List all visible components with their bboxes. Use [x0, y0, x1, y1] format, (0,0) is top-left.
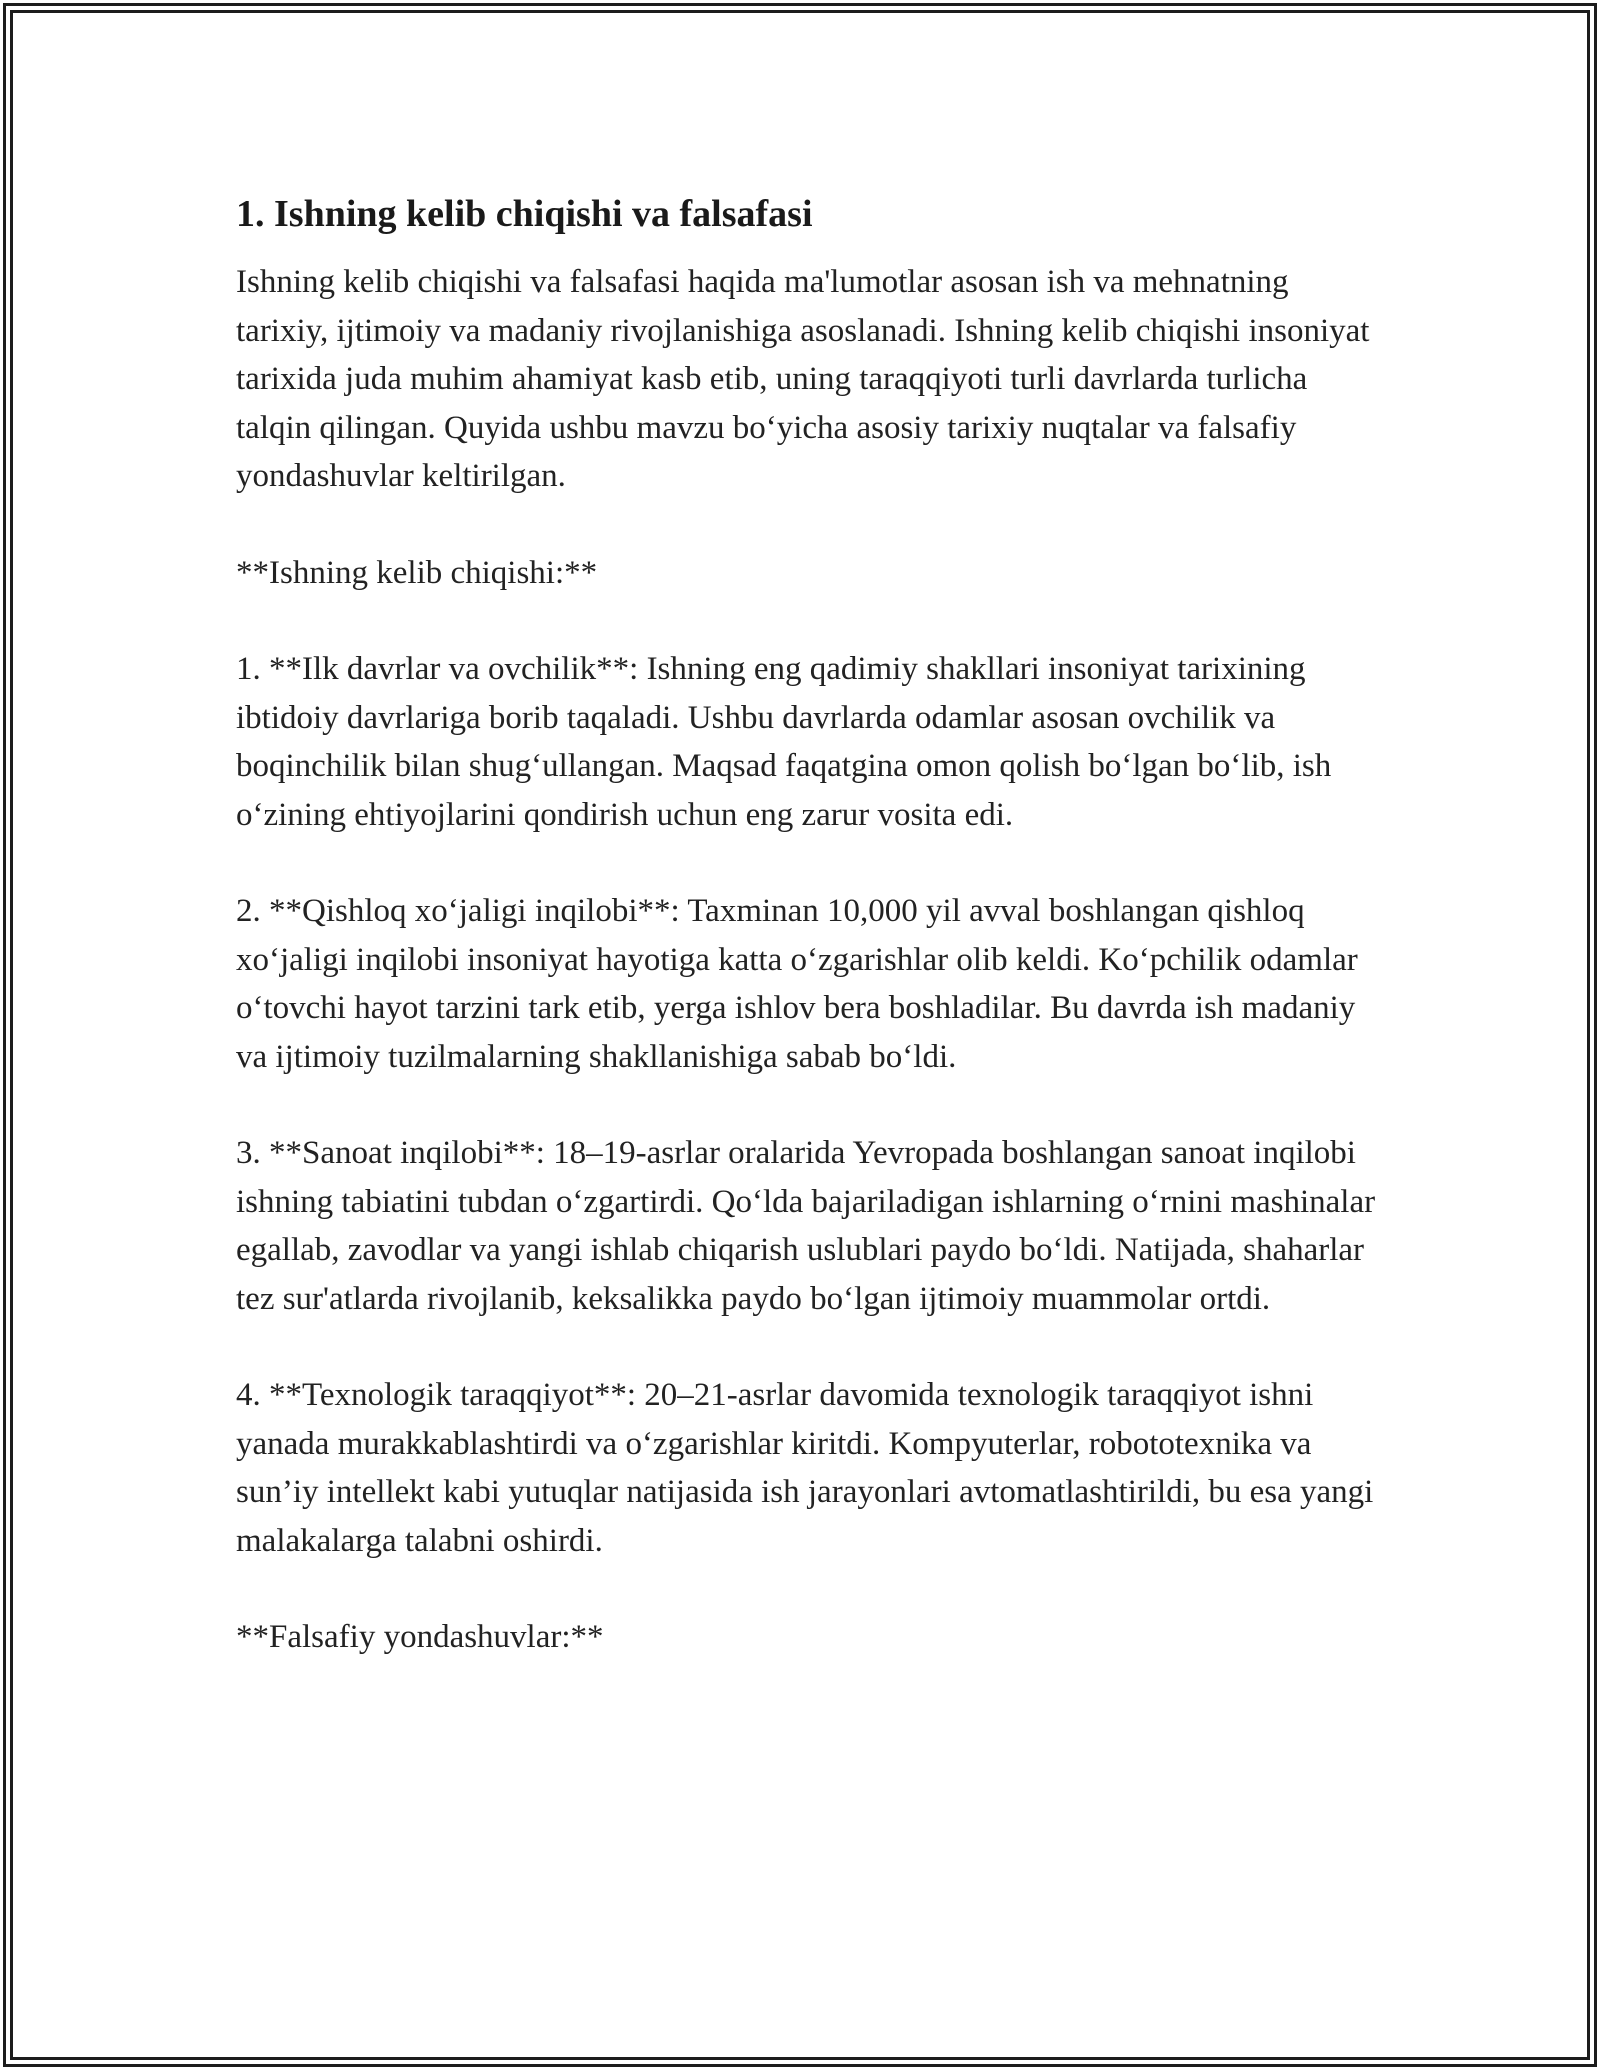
list-item-agricultural-revolution: 2. **Qishloq xo‘jaligi inqilobi**: Taxminan 10,000 yil avval boshlangan qishloq xo‘jaligi inqilobi insoniyat hayotiga katta o‘zgarishlar olib keldi. Ko‘pchilik odamlar o‘tovchi hayot tarzini tark etib, yerga ishlov bera boshladilar. Bu davrda ish madaniy va ijtimoiy tuzilmalarning shakllanishiga sabab bo‘ldi.: [236, 893, 1358, 1075]
intro-paragraph: Ishning kelib chiqishi va falsafasi haqida ma'lumotlar asosan ish va mehnatning tarixiy, ijtimoiy va madaniy rivojlanishiga asoslanadi. Ishning kelib chiqishi insoniyat tarixida juda muhim ahamiyat kasb etib, uning taraqqiyoti turli davrlarda turlicha talqin qilingan. Quyida ushbu mavzu bo‘yicha asosiy tarixiy nuqtalar va falsafiy yondashuvlar keltirilgan.: [236, 264, 1370, 494]
list-item-early-periods: 1. **Ilk davrlar va ovchilik**: Ishning eng qadimiy shakllari insoniyat tarixining ibtidoiy davrlariga borib taqaladi. Ushbu davrlarda odamlar asosan ovchilik va boqinchilik bilan shug‘ullangan. Maqsad faqatgina omon qolish bo‘lgan bo‘lib, ish o‘zining ehtiyojlarini qondirish uchun eng zarur vosita edi.: [236, 651, 1332, 833]
subheading-origins: **Ishning kelib chiqishi:**: [236, 554, 598, 591]
section-heading: 1. Ishning kelib chiqishi va falsafasi: [236, 193, 813, 235]
list-item-technological-progress: 4. **Texnologik taraqqiyot**: 20–21-asrlar davomida texnologik taraqqiyot ishni yanada murakkablashtirdi va o‘zgarishlar kiritdi. Kompyuterlar, robototexnika va sun’iy intellekt kabi yutuqlar natijasida ish jarayonlari avtomatlashtirildi, bu esa yangi malakalarga talabni oshirdi.: [236, 1377, 1374, 1559]
subheading-philosophical-approaches: **Falsafiy yondashuvlar:**: [236, 1619, 604, 1655]
document-body: [236, 188, 1376, 1662]
list-item-industrial-revolution: 3. **Sanoat inqilobi**: 18–19-asrlar oralarida Yevropada boshlangan sanoat inqilobi ishning tabiatini tubdan o‘zgartirdi. Qo‘lda bajariladigan ishlarning o‘rnini mashinalar egallab, zavodlar va yangi ishlab chiqarish uslublari paydo bo‘ldi. Natijada, shaharlar tez sur'atlarda rivojlanib, keksalikka paydo bo‘lgan ijtimoiy muammolar ortdi.: [236, 1135, 1376, 1317]
